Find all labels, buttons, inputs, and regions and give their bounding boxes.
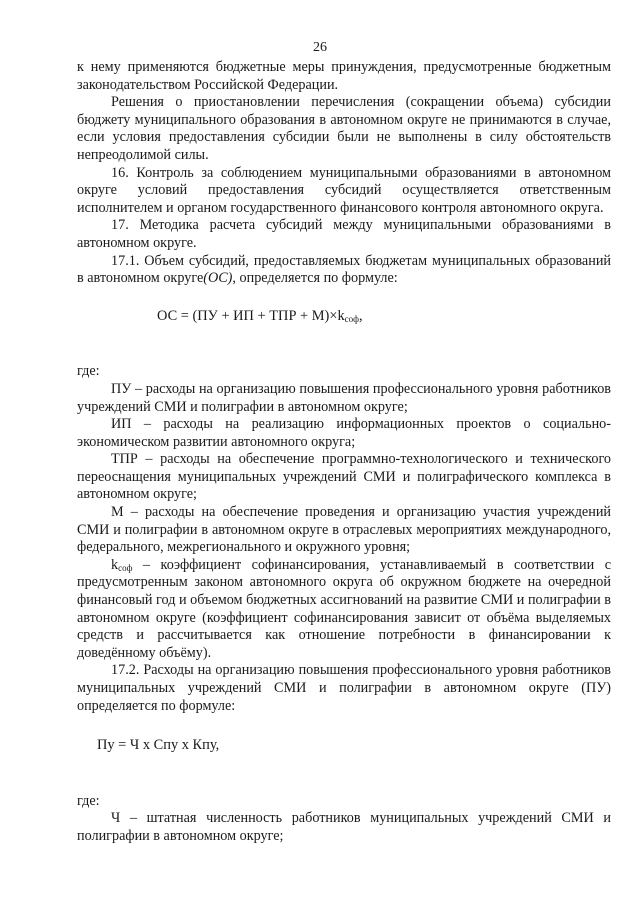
- where-label-2: где:: [77, 792, 100, 809]
- page-number: 26: [313, 40, 327, 55]
- formula-os-tail: ,: [358, 307, 363, 324]
- formula-os-subscript: соф: [344, 313, 359, 324]
- definition-k-sof: [77, 557, 611, 663]
- definition-tpr: ТПР – расходы на обеспечение программно-технологического и технического переоснащения муниципальных учреждений СМИ и полиграфического комплекса в автономном округе;: [77, 451, 611, 503]
- document-body: [77, 59, 611, 846]
- paragraph-17-1-tail: , определяется по формуле:: [232, 270, 398, 287]
- k-subscript: соф: [118, 562, 133, 573]
- definition-k-text: – коэффициент софинансирования, устанавливаемый в соответствии с предусмотренным законом автономного округа об окружном бюджете на очередной финансовый год и объемом бюджетных ассигнований на развитие СМИ и полиграфии в автономном округе (коэффициент софинансирования зависит от объёма выделяемых средств и рассчитывается как отношение потребности в финансировании к доведённому объёму).: [77, 556, 611, 661]
- formula-pu: Пу = Ч х Спу х Кпу,: [97, 737, 220, 754]
- paragraph-16-control: 16. Контроль за соблюдением муниципальными образованиями в автономном округе условий предоставления субсидий осуществляется ответственным исполнителем и органом государственного финансового контроля автономного округа.: [77, 164, 611, 216]
- definition-pu: ПУ – расходы на организацию повышения профессионального уровня работников учреждений СМИ и полиграфии в автономном округе;: [77, 380, 611, 415]
- definition-m: М – расходы на обеспечение проведения и организацию участия учреждений СМИ и полиграфии в автономном округе в отраслевых мероприятиях международного, федерального, межрегионального и окружного уровня;: [77, 504, 611, 556]
- definition-ch: Ч – штатная численность работников муниципальных учреждений СМИ и полиграфии в автономном округе;: [77, 810, 611, 844]
- paragraph-17-method: 17. Методика расчета субсидий между муниципальными образованиями в автономном округе.: [77, 217, 611, 251]
- paragraph-suspension-decision: Решения о приостановлении перечисления (сокращении объема) субсидии бюджету муниципального образования в автономном округе не принимаются в случае, если условия предоставления субсидии были не выполнены в силу обстоятельств непреодолимой силы.: [77, 94, 611, 163]
- paragraph-17-2-pu: 17.2. Расходы на организацию повышения профессионального уровня работников муниципальных учреждений СМИ и полиграфии в автономном округе (ПУ) определяется по формуле:: [77, 662, 611, 714]
- paragraph-17-1-volume: [77, 253, 611, 288]
- paragraph-17-1-text: 17.1. Объем субсидий, предоставляемых бюджетам муниципальных образований в автономном округе: [77, 252, 611, 287]
- where-label: где:: [77, 363, 100, 380]
- paragraph-budget-measures: к нему применяются бюджетные меры принуждения, предусмотренные бюджетным законодательством Российской Федерации.: [77, 59, 611, 93]
- formula-os-main: ОС = (ПУ + ИП + ТПР + М)×k: [157, 307, 345, 324]
- os-symbol: (ОС): [203, 270, 233, 287]
- definition-ip: ИП – расходы на реализацию информационных проектов о социально-экономическом развитии автономного округа;: [77, 416, 611, 450]
- formula-os: [77, 308, 611, 326]
- k-symbol: k: [111, 556, 119, 573]
